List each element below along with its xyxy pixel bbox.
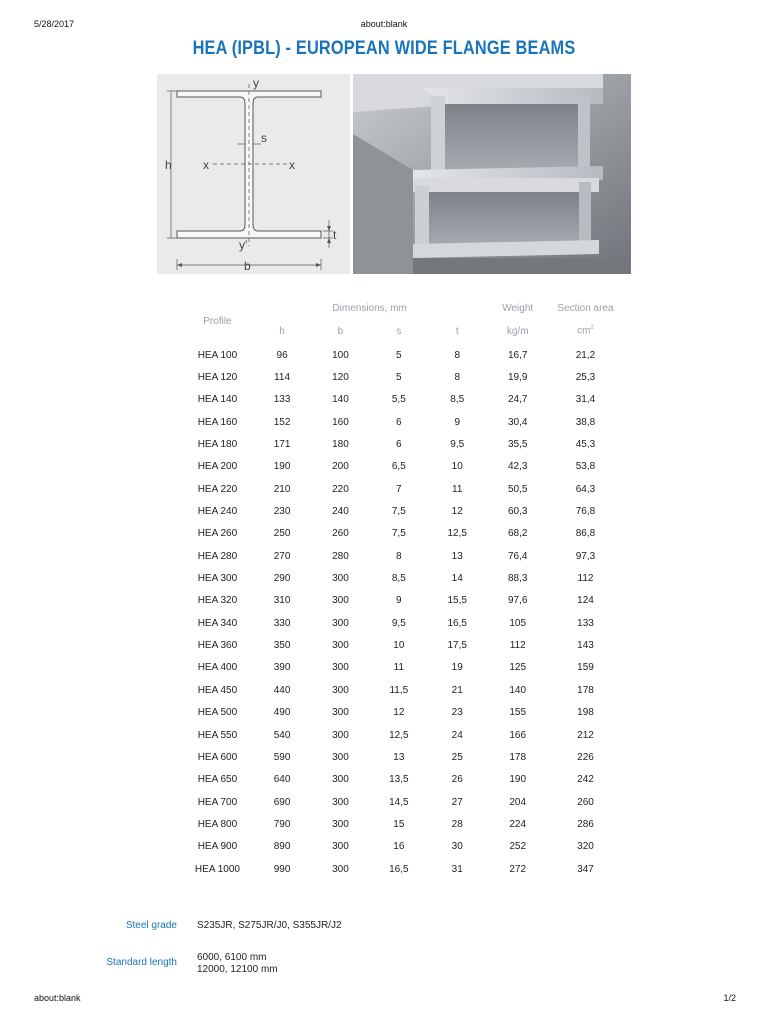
- page-number: 1/2: [723, 993, 736, 1003]
- table-row: [182, 612, 622, 634]
- cell-t: 8: [454, 372, 460, 384]
- table-row: [182, 523, 622, 545]
- header-dimensions: Dimensions, mm: [332, 302, 407, 314]
- cell-b: 300: [332, 796, 349, 808]
- cell-b: 300: [332, 818, 349, 830]
- cell-t: 8: [454, 349, 460, 361]
- cell-s: 13,5: [389, 774, 409, 786]
- cell-s: 6,5: [391, 461, 406, 473]
- cell-h: 250: [273, 528, 291, 540]
- cell-s: 16,5: [389, 863, 409, 875]
- cell-s: 6: [396, 439, 402, 451]
- cell-s: 5,5: [391, 394, 406, 406]
- table-row: [182, 590, 622, 612]
- cell-area: 260: [577, 796, 594, 808]
- steel-grade-label: Steel grade: [125, 920, 177, 931]
- cell-t: 17,5: [447, 640, 467, 652]
- cell-weight: 178: [509, 751, 527, 763]
- cell-area: 64,3: [575, 483, 596, 495]
- diagram-label-y: y: [253, 76, 259, 90]
- cell-h: 171: [273, 439, 291, 451]
- cell-b: 300: [332, 863, 349, 875]
- cell-weight: 30,4: [507, 416, 528, 428]
- cell-t: 14: [451, 573, 463, 585]
- cell-area: 212: [577, 729, 594, 741]
- cell-b: 300: [332, 841, 349, 853]
- diagram-label-h: h: [165, 158, 172, 172]
- cell-area: 159: [577, 662, 594, 674]
- cell-s: 7,5: [391, 528, 406, 540]
- cell-weight: 155: [509, 707, 527, 719]
- header-area-unit: [549, 318, 622, 344]
- cell-profile: HEA 320: [197, 595, 238, 607]
- cell-profile: HEA 550: [197, 729, 238, 741]
- cell-weight: 252: [509, 841, 527, 853]
- cell-area: 38,8: [575, 416, 596, 428]
- standard-length-line-1: 6000, 6100 mm: [197, 952, 267, 963]
- cell-weight: 97,6: [507, 595, 528, 607]
- cell-h: 690: [273, 796, 291, 808]
- cell-t: 19: [451, 662, 463, 674]
- cell-s: 6: [396, 416, 402, 428]
- cell-area: 242: [577, 774, 594, 786]
- cell-weight: 190: [509, 774, 527, 786]
- cell-s: 11,5: [389, 684, 409, 696]
- cell-s: 12: [393, 707, 405, 719]
- cell-s: 8: [396, 550, 402, 562]
- cell-h: 114: [274, 372, 291, 384]
- cell-b: 220: [332, 483, 349, 495]
- cell-profile: HEA 360: [197, 640, 238, 652]
- cell-t: 24: [451, 729, 463, 741]
- cell-t: 25: [451, 751, 463, 763]
- cell-weight: 204: [509, 796, 527, 808]
- cell-t: 27: [451, 796, 463, 808]
- cell-profile: HEA 900: [197, 841, 238, 853]
- table-row: [182, 411, 622, 433]
- cell-s: 5: [396, 349, 402, 361]
- header-t: t: [455, 325, 459, 337]
- cell-s: 15: [393, 818, 405, 830]
- cell-area: 178: [577, 684, 594, 696]
- table-row: [182, 366, 622, 388]
- cell-area: 133: [577, 617, 594, 629]
- table-row: [182, 567, 622, 589]
- cell-b: 260: [332, 528, 349, 540]
- table-row: [182, 433, 622, 455]
- diagram-label-b: b: [244, 259, 251, 273]
- cell-t: 10: [451, 461, 463, 473]
- cell-s: 12,5: [389, 729, 409, 741]
- cell-profile: HEA 400: [197, 662, 238, 674]
- header-s: s: [396, 325, 402, 337]
- cell-h: 96: [276, 349, 288, 361]
- cell-profile: HEA 300: [197, 573, 238, 585]
- table-row: [182, 791, 622, 813]
- cell-b: 160: [332, 416, 349, 428]
- header-h: h: [279, 325, 285, 337]
- cell-area: 112: [577, 573, 594, 585]
- cell-h: 490: [273, 707, 291, 719]
- cell-weight: 224: [509, 818, 527, 830]
- cell-h: 590: [273, 751, 291, 763]
- cell-area: 76,8: [575, 506, 596, 518]
- cell-s: 9,5: [391, 617, 406, 629]
- table-row: [182, 836, 622, 858]
- cell-weight: 60,3: [507, 506, 528, 518]
- table-row: [182, 679, 622, 701]
- standard-length-line-2: 12000, 12100 mm: [197, 964, 278, 975]
- cell-area: 25,3: [575, 372, 596, 384]
- cell-s: 8,5: [391, 573, 406, 585]
- cell-profile: HEA 500: [197, 707, 238, 719]
- cell-t: 9,5: [450, 439, 465, 451]
- cell-profile: HEA 260: [197, 528, 238, 540]
- cell-b: 300: [332, 573, 349, 585]
- table-row: [182, 478, 622, 500]
- cell-t: 8,5: [450, 394, 465, 406]
- cell-profile: HEA 700: [197, 796, 238, 808]
- cell-h: 230: [273, 506, 291, 518]
- cell-profile: HEA 450: [197, 684, 238, 696]
- table-row: [182, 545, 622, 567]
- cell-weight: 16,7: [507, 349, 528, 361]
- cell-b: 300: [332, 774, 349, 786]
- cell-profile: HEA 100: [197, 349, 238, 361]
- cell-profile: HEA 200: [197, 461, 238, 473]
- cell-t: 30: [451, 841, 463, 853]
- header-weight-unit: kg/m: [506, 325, 529, 337]
- standard-length-value: [197, 952, 278, 976]
- cell-t: 9: [454, 416, 460, 428]
- cell-h: 210: [273, 483, 291, 495]
- table-body: [182, 344, 622, 880]
- cell-weight: 42,3: [507, 461, 528, 473]
- cell-h: 990: [273, 863, 291, 875]
- cell-h: 152: [273, 416, 291, 428]
- cell-h: 310: [273, 595, 291, 607]
- header-weight: Weight: [502, 302, 534, 314]
- header-area-unit-text: cm: [577, 325, 591, 337]
- header-profile: Profile: [203, 315, 232, 327]
- beam-spec-table: [182, 298, 622, 880]
- cell-s: 7: [396, 483, 402, 495]
- cell-weight: 112: [509, 640, 526, 652]
- cell-h: 133: [273, 394, 291, 406]
- header-section-area: Section area: [557, 302, 614, 314]
- cell-weight: 125: [509, 662, 527, 674]
- print-date: 5/28/2017: [34, 19, 75, 29]
- print-header-url: about:blank: [360, 19, 408, 29]
- cell-s: 9: [396, 595, 402, 607]
- cell-weight: 140: [509, 684, 527, 696]
- cell-h: 350: [273, 640, 291, 652]
- cell-t: 26: [451, 774, 463, 786]
- cell-t: 11: [452, 483, 463, 495]
- cell-weight: 50,5: [507, 483, 528, 495]
- cell-b: 300: [332, 684, 349, 696]
- table-row: [182, 456, 622, 478]
- cell-t: 16,5: [447, 617, 467, 629]
- cell-b: 180: [332, 439, 349, 451]
- diagram-label-t: t: [333, 228, 337, 242]
- cell-b: 240: [332, 506, 349, 518]
- cell-h: 440: [273, 684, 291, 696]
- cell-b: 100: [332, 349, 349, 361]
- cell-area: 86,8: [575, 528, 596, 540]
- cell-area: 53,8: [575, 461, 596, 473]
- cell-h: 640: [273, 774, 291, 786]
- cell-s: 5: [396, 372, 402, 384]
- cell-b: 280: [332, 550, 349, 562]
- cell-s: 7,5: [391, 506, 406, 518]
- cell-h: 270: [273, 550, 291, 562]
- cell-t: 28: [451, 818, 463, 830]
- diagram-label-y-prime: y': [239, 238, 248, 252]
- diagram-label-x-right: x: [289, 158, 295, 172]
- cell-profile: HEA 180: [197, 439, 238, 451]
- cell-s: 13: [393, 751, 405, 763]
- cell-weight: 166: [509, 729, 527, 741]
- cell-area: 226: [577, 751, 594, 763]
- cell-profile: HEA 240: [197, 506, 238, 518]
- table-row: [182, 813, 622, 835]
- table-row: [182, 769, 622, 791]
- cell-weight: 272: [509, 863, 527, 875]
- cell-s: 16: [393, 841, 405, 853]
- cell-b: 300: [332, 617, 349, 629]
- cell-b: 300: [332, 729, 349, 741]
- cell-s: 11: [393, 662, 405, 674]
- cell-h: 540: [273, 729, 291, 741]
- cell-b: 140: [332, 394, 349, 406]
- cell-profile: HEA 1000: [194, 863, 240, 875]
- cell-t: 12: [451, 506, 463, 518]
- cell-b: 120: [332, 372, 349, 384]
- steel-beams-photo: [353, 74, 631, 274]
- cell-t: 21: [451, 684, 463, 696]
- header-b: b: [337, 325, 344, 337]
- cell-h: 790: [273, 818, 291, 830]
- cell-area: 143: [577, 640, 594, 652]
- page-title: HEA (IPBL) - EUROPEAN WIDE FLANGE BEAMS: [192, 38, 576, 59]
- cell-weight: 68,2: [507, 528, 528, 540]
- table-row: [182, 500, 622, 522]
- beam-cross-section-diagram: [157, 74, 350, 274]
- cell-profile: HEA 600: [197, 751, 238, 763]
- cell-t: 15,5: [447, 595, 467, 607]
- cell-h: 330: [273, 617, 291, 629]
- cell-h: 290: [273, 573, 291, 585]
- cell-h: 890: [273, 841, 291, 853]
- cell-s: 14,5: [389, 796, 409, 808]
- cell-profile: HEA 340: [197, 617, 238, 629]
- cell-t: 23: [451, 707, 463, 719]
- cell-area: 45,3: [575, 439, 596, 451]
- table-row: [182, 657, 622, 679]
- cell-weight: 24,7: [507, 394, 528, 406]
- footer-url: about:blank: [34, 993, 81, 1003]
- cell-t: 13: [451, 550, 463, 562]
- cell-profile: HEA 220: [197, 483, 238, 495]
- cell-profile: HEA 280: [197, 550, 238, 562]
- cell-area: 31,4: [575, 394, 596, 406]
- cell-weight: 76,4: [507, 550, 528, 562]
- cell-area: 97,3: [575, 550, 596, 562]
- cell-profile: HEA 800: [197, 818, 238, 830]
- cell-b: 200: [332, 461, 349, 473]
- table-row: [182, 702, 622, 724]
- cell-area: 347: [577, 863, 594, 875]
- cell-area: 286: [577, 818, 594, 830]
- cell-h: 190: [273, 461, 291, 473]
- cell-profile: HEA 650: [197, 774, 238, 786]
- steel-grade-value: S235JR, S275JR/J0, S355JR/J2: [197, 920, 342, 931]
- table-row: [182, 389, 622, 411]
- table-row: [182, 724, 622, 746]
- cell-profile: HEA 140: [197, 394, 238, 406]
- cell-area: 320: [577, 841, 594, 853]
- cell-b: 300: [332, 707, 349, 719]
- diagram-label-s: s: [261, 131, 267, 145]
- cell-weight: 105: [509, 617, 527, 629]
- cell-area: 198: [577, 707, 594, 719]
- table-row: [182, 858, 622, 880]
- cell-weight: 19,9: [507, 372, 528, 384]
- table-row: [182, 746, 622, 768]
- cell-profile: HEA 120: [197, 372, 238, 384]
- cell-t: 12,5: [447, 528, 467, 540]
- cell-b: 300: [332, 640, 349, 652]
- standard-length-label: Standard length: [106, 957, 177, 968]
- header-area-unit-sup: 2: [590, 325, 594, 332]
- cell-b: 300: [332, 662, 349, 674]
- table-row: [182, 634, 622, 656]
- cell-area: 124: [577, 595, 594, 607]
- cell-h: 390: [273, 662, 291, 674]
- cell-t: 31: [451, 863, 463, 875]
- cell-b: 300: [332, 595, 349, 607]
- cell-profile: HEA 160: [197, 416, 238, 428]
- table-row: [182, 344, 622, 366]
- cell-b: 300: [332, 751, 349, 763]
- cell-weight: 35,5: [507, 439, 528, 451]
- cell-s: 10: [393, 640, 405, 652]
- diagram-label-x-left: x: [203, 158, 209, 172]
- cell-weight: 88,3: [507, 573, 528, 585]
- cell-area: 21,2: [575, 349, 596, 361]
